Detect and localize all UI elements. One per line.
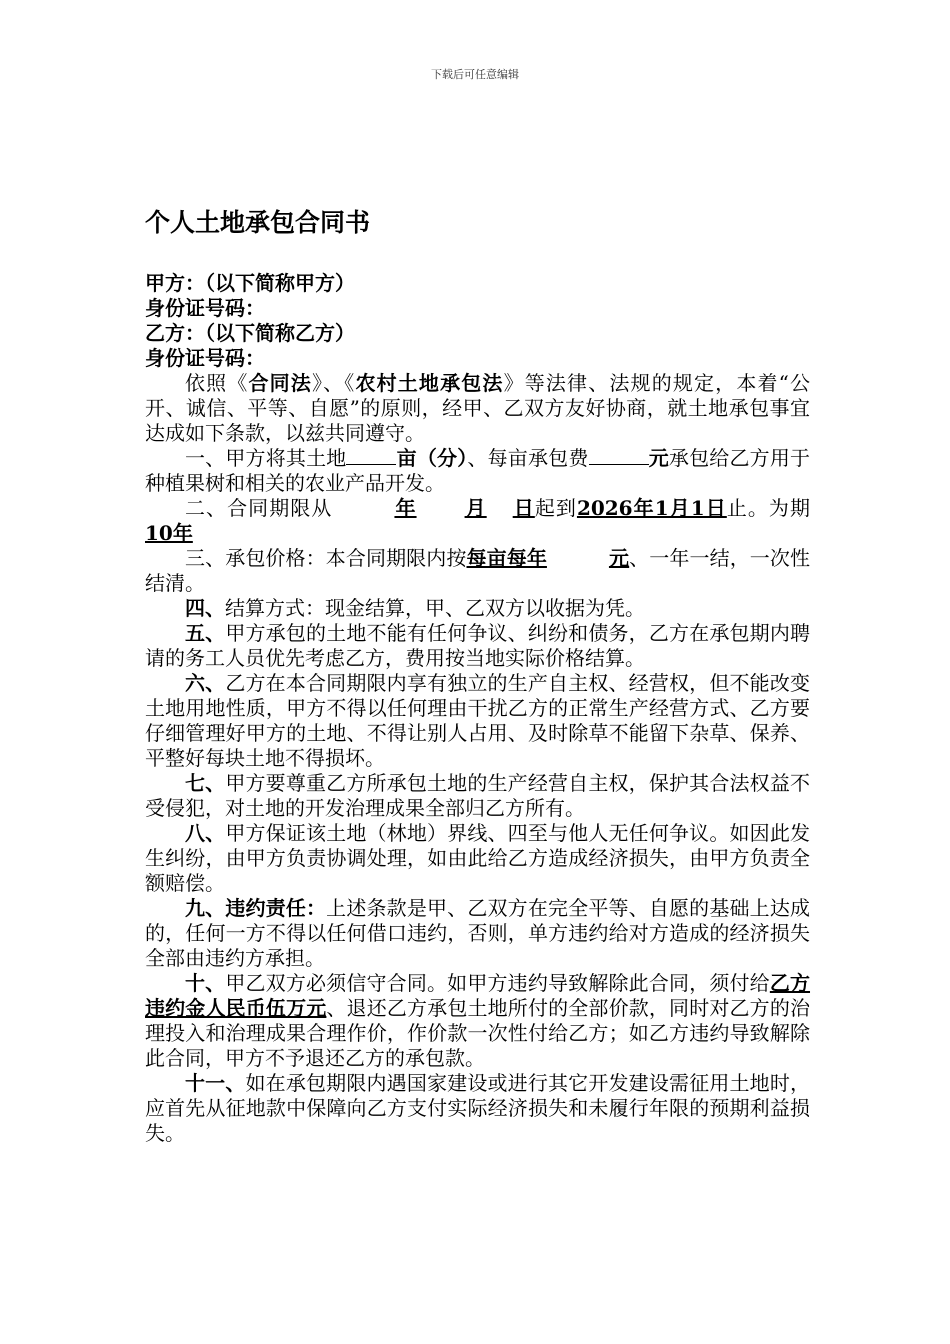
end-date: 2026年1月1日 [576, 496, 727, 520]
header-note: 下载后可任意编辑 [431, 68, 519, 81]
contract-term: 10年 [145, 521, 193, 545]
clause-6: 六、乙方在本合同期限内享有独立的生产自主权、经营权，但不能改变土地用地性质，甲方不得以任何理由干扰乙方的正常生产经营方式、乙方要仔细管理好甲方的土地、不得让别人占用、及时除草不能留下杂草、保养、平整好每块土地不得损坏。 [145, 671, 811, 770]
price-blank: 每亩每年 元 [466, 546, 630, 570]
clause-4: 四、结算方式：现金结算，甲、乙双方以收据为凭。 [185, 596, 645, 620]
law-name-land: 农村土地承包法 [355, 371, 504, 395]
area-blank [346, 446, 396, 465]
party-a-line: 甲方：（以下简称甲方） [145, 271, 355, 295]
document-title: 个人土地承包合同书 [145, 208, 371, 237]
clause-5: 五、甲方承包的土地不能有任何争议、纠纷和债务，乙方在承包期内聘请的务工人员优先考虑乙方，费用按当地实际价格结算。 [145, 621, 811, 670]
clause-2: 二、合同期限从 年 月 日起到2026年1月1日止。为期10年 [145, 496, 810, 545]
party-a-id-line: 身份证号码： [145, 296, 265, 320]
party-b-id-line: 身份证号码： [145, 346, 265, 370]
start-date-blank: 年 月 日 [394, 496, 535, 520]
clause-10: 十、甲乙双方必须信守合同。如甲方违约导致解除此合同，须付给乙方违约金人民币伍万元、退还乙方承包土地所付的全部价款，同时对乙方的治理投入和治理成果合理作价，作价款一次性付给乙方；如乙方违约导致解除此合同，甲方不予退还乙方的承包款。 [145, 971, 811, 1070]
party-b-line: 乙方：（以下简称乙方） [145, 321, 355, 345]
clause-11: 十一、如在承包期限内遇国家建设或进行其它开发建设需征用土地时，应首先从征地款中保障向乙方支付实际经济损失和未履行年限的预期利益损失。 [145, 1071, 810, 1145]
clause-9: 九、违约责任：上述条款是甲、乙双方在完全平等、自愿的基础上达成的，任何一方不得以任何借口违约，否则，单方违约给对方造成的经济损失全部由违约方承担。 [145, 896, 811, 970]
contract-document [145, 205, 810, 1146]
clause-1: 一、甲方将其土地 亩（分）、每亩承包费 元承包给乙方用于种植果树和相关的农业产品开发。 [145, 446, 811, 495]
clause-8: 八、甲方保证该土地（林地）界线、四至与他人无任何争议。如因此发生纠纷，由甲方负责协调处理，如由此给乙方造成经济损失，由甲方负责全额赔偿。 [145, 821, 811, 895]
fee-blank [589, 446, 649, 465]
penalty-amount: 乙方违约金人民币伍万元 [145, 971, 811, 1020]
law-name-contract: 合同法 [248, 371, 312, 395]
clause-7: 七、甲方要尊重乙方所承包土地的生产经营自主权，保护其合法权益不受侵犯，对土地的开发治理成果全部归乙方所有。 [145, 771, 811, 820]
clause-3: 三、承包价格：本合同期限内按每亩每年 元、一年一结，一次性结清。 [145, 546, 811, 595]
intro-paragraph: 依照《合同法》、《农村土地承包法》等法律、法规的规定，本着“公开、诚信、平等、自愿”的原则，经甲、乙双方友好协商，就土地承包事宜达成如下条款，以兹共同遵守。 [145, 371, 811, 445]
